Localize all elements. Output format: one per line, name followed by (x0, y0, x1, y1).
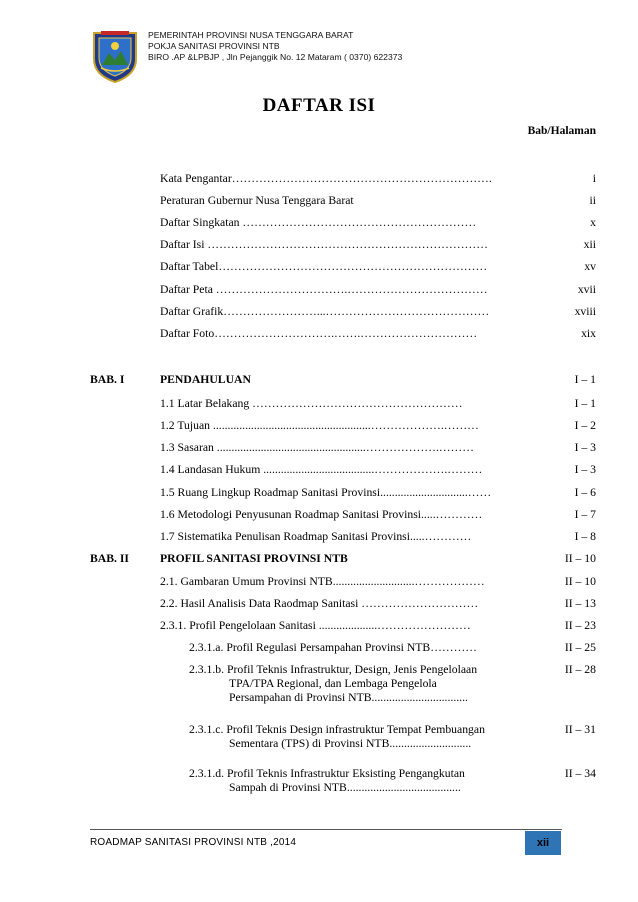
toc-entry-label: Daftar Isi ……………………………………………………………… (160, 238, 488, 251)
toc-entry-page: I – 8 (574, 530, 596, 543)
toc-entry-page: ii (589, 194, 596, 207)
toc-entry-label: Daftar Tabel…………………………………………………………… (160, 260, 488, 273)
toc-entry-page: I – 3 (574, 463, 596, 476)
page-title: DAFTAR ISI (262, 95, 376, 116)
letterhead-line-1: PEMERINTAH PROVINSI NUSA TENGGARA BARAT (148, 30, 354, 40)
toc-entry-page: I – 2 (574, 419, 596, 432)
column-heading: Bab/Halaman (527, 125, 596, 137)
toc-entry-page: x (590, 216, 596, 229)
toc-entry-label: 1.7 Sistematika Penulisan Roadmap Sanitasi Provinsi.....………… (160, 530, 472, 543)
toc-subentry-line: Sementara (TPS) di Provinsi NTB............................ (229, 737, 472, 750)
toc-subentry-line: 2.3.1.c. Profil Teknis Design infrastruktur Tempat Pembuangan (189, 723, 485, 736)
letterhead (148, 30, 402, 63)
ntb-emblem-logo (92, 29, 138, 83)
toc-entry-label: 1.4 Landasan Hukum ......................................……………….……… (160, 463, 483, 476)
toc-entry-label: 1.1 Latar Belakang ……………………………………………… (160, 397, 463, 410)
toc-subentry-label (189, 723, 485, 751)
chapter-title: PROFIL SANITASI PROVINSI NTB (160, 552, 348, 565)
toc-subentry-page: II – 34 (564, 767, 596, 780)
toc-entry-page: xviii (574, 305, 596, 318)
toc-entry-label: Daftar Foto………………………….…….………………………… (160, 327, 478, 340)
letterhead-line-3: BIRO .AP &LPBJP , Jln Pejanggik No. 12 Mataram ( 0370) 622373 (148, 52, 403, 62)
footer-divider (90, 829, 562, 830)
toc-entry-page: xix (581, 327, 596, 340)
toc-entry-page: I – 1 (574, 397, 596, 410)
toc-entry-page: xii (583, 238, 596, 251)
toc-entry-label: Daftar Peta …………………………….……………………………… (160, 283, 488, 296)
toc-entry-page: II – 23 (564, 619, 596, 632)
toc-subentry-line: 2.3.1.a. Profil Regulasi Persampahan Provinsi NTB………… (189, 641, 477, 654)
toc-entry-page: i (592, 172, 596, 185)
toc-entry-page: II – 13 (564, 597, 596, 610)
toc-entry-page: xvii (577, 283, 596, 296)
chapter-number: BAB. II (90, 552, 129, 565)
toc-entry-label: 2.1. Gambaran Umum Provinsi NTB............................……………… (160, 575, 485, 588)
toc-entry-label: 1.5 Ruang Lingkup Roadmap Sanitasi Provinsi..............................…… (160, 486, 492, 499)
toc-subentry-label (189, 641, 477, 655)
toc-subentry-label (189, 767, 465, 795)
chapter-page: I – 1 (574, 373, 596, 386)
toc-entry-page: II – 10 (564, 575, 596, 588)
toc-subentry-page: II – 25 (564, 641, 596, 654)
toc-entry-label: 1.3 Sasaran ...................................................……………….……… (160, 441, 474, 454)
toc-entry-label: Daftar Singkatan …………………………………………………… (160, 216, 477, 229)
toc-subentry-label (189, 663, 477, 705)
toc-entry-page: xv (584, 260, 596, 273)
toc-entry-label: Peraturan Gubernur Nusa Tenggara Barat (160, 194, 354, 207)
toc-subentry-page: II – 31 (564, 723, 596, 736)
toc-entry-label: Daftar Grafik……………………...…………………………………… (160, 305, 490, 318)
toc-subentry-line: TPA/TPA Regional, dan Lembaga Pengelola (229, 677, 437, 690)
chapter-page: II – 10 (564, 552, 596, 565)
toc-entry-label: Kata Pengantar…………………………………………………………. (160, 172, 492, 185)
toc-entry-label: 2.3.1. Profil Pengelolaan Sanitasi ....................…………………… (160, 619, 471, 632)
toc-subentry-line: 2.3.1.d. Profil Teknis Infrastruktur Eksisting Pengangkutan (189, 767, 465, 780)
footer-text: ROADMAP SANITASI PROVINSI NTB ,2014 (90, 837, 297, 848)
toc-entry-label: 1.2 Tujuan ......................................................……………….……… (160, 419, 479, 432)
toc-entry-page: I – 7 (574, 508, 596, 521)
toc-entry-page: I – 6 (574, 486, 596, 499)
page-number-badge: xii (525, 831, 561, 855)
letterhead-line-2: POKJA SANITASI PROVINSI NTB (148, 41, 280, 51)
toc-subentry-page: II – 28 (564, 663, 596, 676)
toc-entry-label: 1.6 Metodologi Penyusunan Roadmap Sanitasi Provinsi.....………… (160, 508, 483, 521)
toc-entry-page: I – 3 (574, 441, 596, 454)
toc-subentry-line: Sampah di Provinsi NTB....................................... (229, 781, 461, 794)
chapter-title: PENDAHULUAN (160, 373, 251, 386)
chapter-number: BAB. I (90, 373, 125, 386)
toc-subentry-line: 2.3.1.b. Profil Teknis Infrastruktur, Design, Jenis Pengelolaan (189, 663, 478, 676)
toc-entry-label: 2.2. Hasil Analisis Data Raodmap Sanitasi ………………………… (160, 597, 479, 610)
toc-subentry-line: Persampahan di Provinsi NTB................................. (229, 691, 468, 704)
